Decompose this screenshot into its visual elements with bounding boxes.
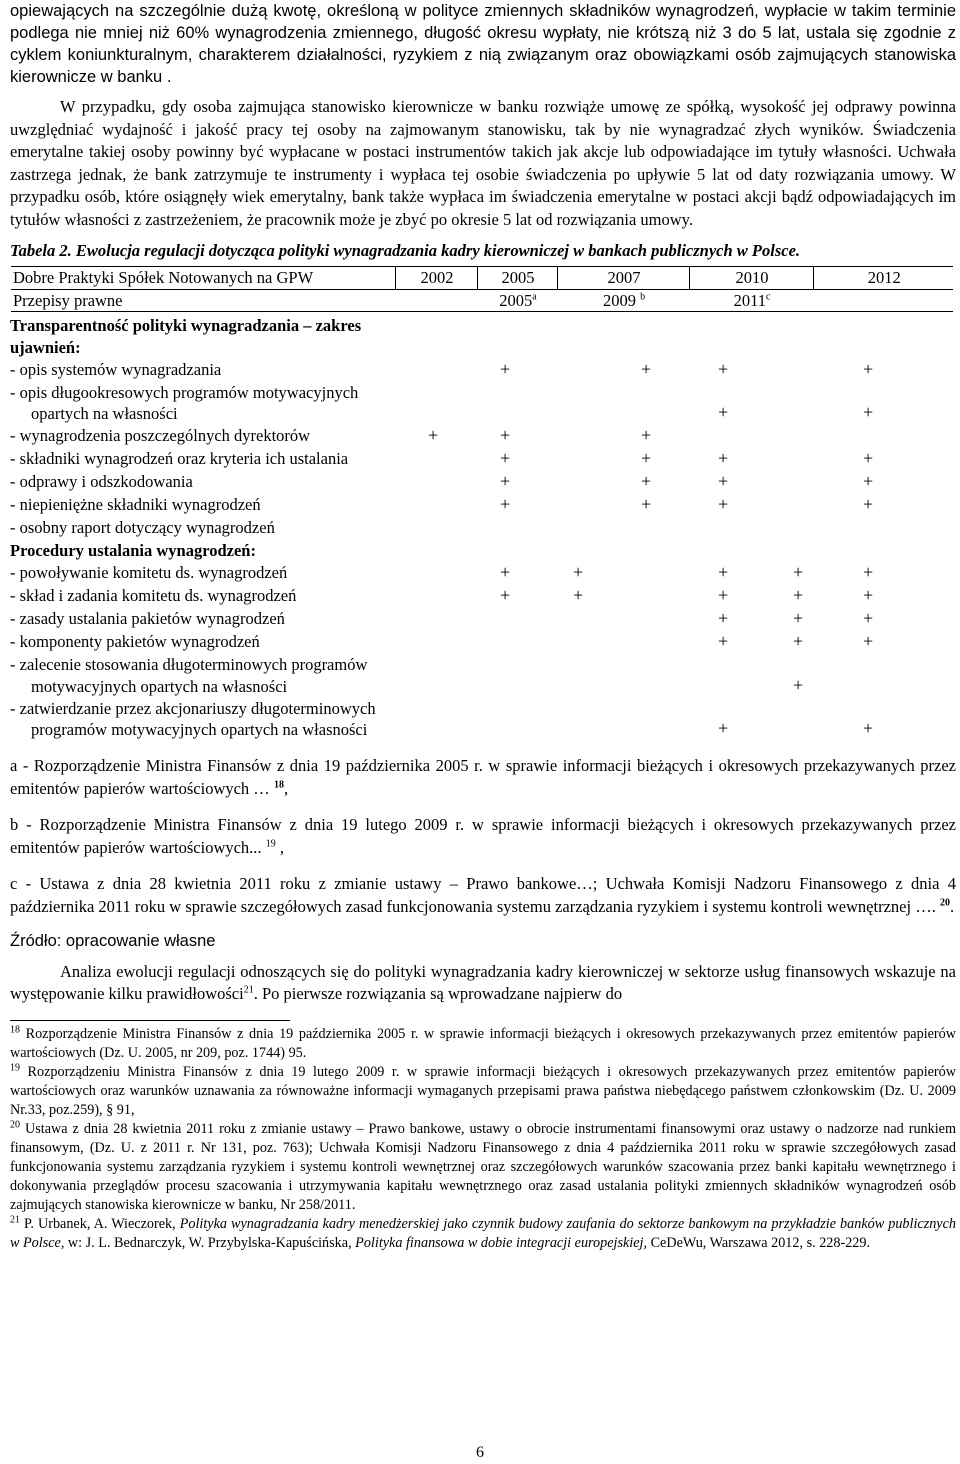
- plus-mark: +: [718, 358, 729, 379]
- table-row: [10, 654, 956, 698]
- plus-mark: +: [793, 585, 804, 606]
- paragraph-2: W przypadku, gdy osoba zajmująca stanowisko kierownicze w banku rozwiąże umowę ze spółką, wysokość jej odprawy powinna uwzględniać wydajność i jakość pracy tej osoby na zajmowanym stanowisku, tak by nie wynagradzać złych wyników. Świadczenia emerytalne takiej osoby powinny być wypłacane w postaci instrumentów takich jak akcje lub odpowiadające im tytuły własności. Uchwała zastrzega jednak, że bank zatrzymuje te instrumenty i wypłaca tej osobie świadczenia po upływie 5 lat od daty rozwiązania umowy. W przypadku osób, które osiągnęły wiek emerytalny, bank także wypłaca im świadczenia emerytalne w postaci akcji bądź odpowiadających im tytułów własności z zastrzeżeniem, że pracownik może je zbyć po okresie 5 lat od rozwiązania umowy.: [10, 97, 956, 229]
- plus-mark: +: [863, 448, 874, 469]
- row-label: - wynagrodzenia poszczególnych dyrektorów: [10, 426, 311, 446]
- plus-mark: +: [863, 358, 874, 379]
- plus-mark: +: [863, 718, 874, 739]
- plus-mark: +: [573, 585, 584, 606]
- plus-mark: +: [718, 494, 729, 515]
- row-label: - składniki wynagrodzeń oraz kryteria ich ustalania: [10, 449, 349, 469]
- year-2010: 2010: [689, 267, 813, 290]
- year-2007: 2007: [557, 267, 689, 290]
- law-2005: 2005$^a$: [477, 289, 557, 312]
- law-2009: 2009 $^b$: [557, 289, 689, 312]
- plus-mark: +: [863, 585, 874, 606]
- intro-line1: opiewających na szczególnie dużą kwotę, określoną w polityce zmiennych składników wynagrodzeń, wypłacie w takim: [10, 2, 892, 20]
- footnote-21: $^{21}$ P. Urbanek, A. Wieczorek, Polityka wynagradzania kadry menedżerskiej jako czynnik budowy zaufania do sektorze bankowym na przykładzie banków publicznych w Polsce, w: J. L. Bednarczyk, W. Przybylska-Kapuścińska, Polityka finansowa w dobie integracji europejskiej, CeDeWu, Warszawa 2012, s. 228-229.: [10, 1213, 956, 1251]
- plus-mark: +: [500, 358, 511, 379]
- plus-mark: +: [500, 425, 511, 446]
- table-caption: Tabela 2. Ewolucja regulacji dotycząca polityki wynagradzania kadry kierowniczej w bankach publicznych w Polsce.: [10, 241, 801, 260]
- table-row: [10, 698, 956, 742]
- row-label: - osobny raport dotyczący wynagrodzeń: [10, 518, 275, 538]
- table-row: [10, 448, 956, 471]
- plus-mark: +: [863, 402, 874, 423]
- row-label: - zatwierdzanie przez akcjonariuszy długoterminowych programów motywacyjnych opartych na własności: [10, 698, 376, 740]
- plus-mark: +: [793, 674, 804, 695]
- regulation-table: [11, 266, 953, 312]
- table-row: [10, 517, 956, 540]
- plus-mark: +: [641, 494, 652, 515]
- document-page: [10, 0, 956, 1253]
- plus-mark: +: [641, 471, 652, 492]
- row-label: - zalecenie stosowania długoterminowych programów motywacyjnych opartych na własności: [10, 654, 368, 696]
- note-a: a - Rozporządzenie Ministra Finansów z dnia 19 października 2005 r. w sprawie informacji bieżących i okresowych przekazywanych przez emitentów papierów wartościowych … $^{18}$,: [10, 756, 956, 798]
- table-row: [10, 359, 956, 382]
- table-row: [10, 562, 956, 585]
- table-header-row: [11, 267, 953, 290]
- row-label: - powoływanie komitetu ds. wynagrodzeń: [10, 562, 288, 582]
- plus-mark: +: [641, 358, 652, 379]
- note-c: c - Ustawa z dnia 28 kwietnia 2011 roku z zmianie ustawy – Prawo bankowe…; Uchwała Komisji Nadzoru Finansowego z dnia 4 października 2011 roku w sprawie szczegółowych zasad funkcjonowania systemu zarządzania ryzykiem i systemu kontroli wewnętrznej …. $^{20}$.: [10, 874, 956, 916]
- table-row: [10, 585, 956, 608]
- plus-mark: +: [718, 448, 729, 469]
- law-2011: 2011$^c$: [689, 289, 813, 312]
- law-row: [11, 289, 953, 312]
- plus-mark: +: [793, 562, 804, 583]
- plus-mark: +: [500, 448, 511, 469]
- plus-mark: +: [500, 471, 511, 492]
- plus-mark: +: [718, 562, 729, 583]
- row-label: - zasady ustalania pakietów wynagrodzeń: [10, 608, 285, 628]
- plus-mark: +: [718, 631, 729, 652]
- plus-mark: +: [718, 402, 729, 423]
- plus-mark: +: [863, 608, 874, 629]
- plus-mark: +: [793, 608, 804, 629]
- table-row: [10, 471, 956, 494]
- year-2002: 2002: [395, 267, 477, 290]
- row-label: - opis systemów wynagradzania: [10, 359, 222, 379]
- plus-mark: +: [863, 471, 874, 492]
- year-2012: 2012: [813, 267, 953, 290]
- plus-mark: +: [500, 562, 511, 583]
- footnote-20: $^{20}$ Ustawa z dnia 28 kwietnia 2011 roku z zmianie ustawy – Prawo bankowe, ustawy o obrocie instrumentami finansowymi oraz ustawy o nadzorze nad runkiem finansowym, (Dz. U. z 2011 r. Nr 131, poz. 763); Uchwała Komisji Nadzoru Finansowego z dnia 4 października 2011 roku w sprawie szczegółowych zasad funkcjonowania systemu zarządzania ryzykiem i systemu kontroli wewnętrznej oraz szczegółowych warunków szacowania przez banki kapitału wewnętrznego i dokonywania przeglądów procesu szacowania i utrzymywania kapitału wewnętrznego oraz zasad ustalania polityki zmiennych składników wynagrodzeń osób zajmujących stanowiska kierownicze w banku, Nr 258/2011.: [10, 1118, 956, 1213]
- table-sections: [10, 315, 956, 741]
- plus-mark: +: [500, 494, 511, 515]
- plus-mark: +: [793, 631, 804, 652]
- table-row: [10, 494, 956, 517]
- row-label: - niepieniężne składniki wynagrodzeń: [10, 495, 261, 515]
- plus-mark: +: [641, 448, 652, 469]
- plus-mark: +: [863, 494, 874, 515]
- plus-mark: +: [718, 718, 729, 739]
- source-note: Źródło: opracowanie własne: [10, 932, 216, 951]
- intro-paragraph: [10, 0, 956, 88]
- plus-mark: +: [863, 562, 874, 583]
- plus-mark: +: [718, 471, 729, 492]
- plus-mark: +: [863, 631, 874, 652]
- year-2005: 2005: [477, 267, 557, 290]
- row-label: - skład i zadania komitetu ds. wynagrodzeń: [10, 585, 297, 605]
- plus-mark: +: [718, 585, 729, 606]
- paragraph-3: Analiza ewolucji regulacji odnoszących się do polityki wynagradzania kadry kierowniczej w sektorze usług finansowych wskazuje na występowanie kilku prawidłowości$^{21}$. Po pierwsze rozwiązania są wprowadzane najpierw do: [10, 961, 956, 1004]
- row-label: - opis długookresowych programów motywacyjnych opartych na własności: [10, 382, 359, 424]
- section-transparency-title: Transparentność polityki wynagradzania – zakres ujawnień:: [10, 316, 362, 357]
- footnotes: [10, 1025, 956, 1215]
- plus-mark: +: [573, 562, 584, 583]
- note-b: b - Rozporządzenie Ministra Finansów z dnia 19 lutego 2009 r. w sprawie informacji bieżących i okresowych przekazywanych przez emitentów papierów wartościowych... $^{19}$ ,: [10, 815, 956, 857]
- table-row: [10, 382, 956, 426]
- table-row: [10, 631, 956, 654]
- section-procedures-title: Procedury ustalania wynagrodzeń:: [10, 541, 256, 561]
- plus-mark: +: [641, 425, 652, 446]
- table-row: [10, 608, 956, 631]
- footnote-19: $^{19}$ Rozporządzeniu Ministra Finansów z dnia 19 lutego 2009 r. w sprawie informacji bieżących i okresowych przekazywanych przez emitentów papierów wartościowych oraz warunków uznawania za równoważne informacji wymaganych przepisami prawa państwa niebędącego państwem członkowskim (Dz. U. 2009 Nr.33, poz.259), § 91,: [10, 1061, 956, 1118]
- row-label: - odprawy i odszkodowania: [10, 472, 193, 492]
- plus-mark: +: [718, 608, 729, 629]
- row-label: - komponenty pakietów wynagrodzeń: [10, 631, 260, 651]
- plus-mark: +: [500, 585, 511, 606]
- table-row: [10, 425, 956, 448]
- law-label: Przepisy prawne: [11, 289, 395, 312]
- header-label: Dobre Praktyki Spółek Notowanych na GPW: [11, 267, 395, 290]
- footnote-separator: [10, 1020, 290, 1021]
- page-number: 6: [476, 1444, 484, 1461]
- plus-mark: +: [428, 425, 439, 446]
- footnote-18: $^{18}$ Rozporządzenie Ministra Finansów z dnia 19 października 2005 r. w sprawie informacji bieżących i okresowych przekazywanych przez emitentów papierów wartościowych (Dz. U. 2005, nr 209, poz. 1744) 95.: [10, 1023, 956, 1061]
- intro-rest: terminie podlega nie mniej niż 60% wynagrodzenia zmiennego, długość okresu wypłaty, nie krótszą niż 3 do 5 lat, ustala się zgodnie z cyklem koniunkturalnym, charakterem działalności, ryzykiem z nią związanym oraz obowiązkami osób zajmujących stanowiska kierownicze w banku .: [10, 2, 956, 86]
